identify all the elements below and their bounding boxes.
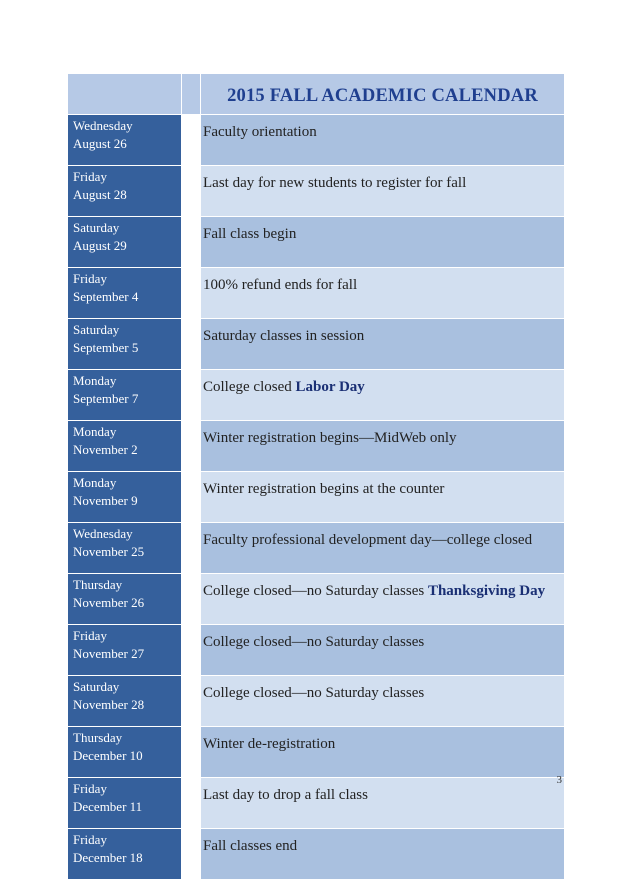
- event-text: College closed: [203, 379, 292, 395]
- calendar-row: [68, 676, 565, 727]
- header-blank-cell: [68, 74, 182, 115]
- calendar-row: [68, 370, 565, 421]
- date-label: August 28: [73, 187, 127, 202]
- event-cell: [201, 319, 565, 370]
- weekday-label: Monday: [73, 424, 117, 439]
- date-cell: [68, 676, 182, 727]
- date-cell: [68, 778, 182, 829]
- event-cell: [201, 625, 565, 676]
- calendar-row: [68, 625, 565, 676]
- event-text: Saturday classes in session: [203, 328, 365, 344]
- date-label: November 9: [73, 493, 138, 508]
- calendar-row: [68, 115, 565, 166]
- gap-cell: [182, 676, 201, 727]
- header-gap-cell: [182, 74, 201, 115]
- event-text: College closed—no Saturday classes: [203, 634, 425, 650]
- date-label: August 26: [73, 136, 127, 151]
- gap-cell: [182, 217, 201, 268]
- weekday-label: Saturday: [73, 679, 120, 694]
- calendar-title: 2015 FALL ACADEMIC CALENDAR: [201, 74, 565, 115]
- calendar-body: [68, 74, 565, 880]
- event-cell: [201, 523, 565, 574]
- date-cell: [68, 166, 182, 217]
- event-text: Last day to drop a fall class: [203, 787, 368, 803]
- event-text: College closed—no Saturday classes: [203, 583, 425, 599]
- weekday-label: Friday: [73, 628, 107, 643]
- event-cell: [201, 166, 565, 217]
- calendar-header-row: [68, 74, 565, 115]
- calendar-row: [68, 574, 565, 625]
- weekday-label: Friday: [73, 781, 107, 796]
- weekday-label: Monday: [73, 475, 117, 490]
- weekday-label: Friday: [73, 271, 107, 286]
- calendar-row: [68, 421, 565, 472]
- date-cell: [68, 421, 182, 472]
- date-label: September 7: [73, 391, 139, 406]
- weekday-label: Wednesday: [73, 118, 133, 133]
- weekday-label: Thursday: [73, 577, 123, 592]
- event-highlight: Thanksgiving Day: [427, 583, 546, 599]
- event-text: Winter registration begins at the counter: [203, 481, 445, 497]
- date-label: December 11: [73, 799, 143, 814]
- event-cell: [201, 574, 565, 625]
- calendar-row: [68, 778, 565, 829]
- event-cell: [201, 370, 565, 421]
- event-text: 100% refund ends for fall: [203, 277, 358, 293]
- date-label: August 29: [73, 238, 127, 253]
- event-cell: [201, 778, 565, 829]
- date-cell: [68, 727, 182, 778]
- gap-cell: [182, 115, 201, 166]
- calendar-row: [68, 217, 565, 268]
- weekday-label: Friday: [73, 169, 107, 184]
- event-cell: [201, 727, 565, 778]
- weekday-label: Wednesday: [73, 526, 133, 541]
- calendar-row: [68, 829, 565, 880]
- date-cell: [68, 523, 182, 574]
- date-cell: [68, 829, 182, 880]
- gap-cell: [182, 166, 201, 217]
- weekday-label: Friday: [73, 832, 107, 847]
- event-cell: [201, 676, 565, 727]
- date-cell: [68, 370, 182, 421]
- event-highlight: Labor Day: [295, 379, 365, 395]
- gap-cell: [182, 574, 201, 625]
- date-label: December 10: [73, 748, 143, 763]
- gap-cell: [182, 370, 201, 421]
- weekday-label: Saturday: [73, 322, 120, 337]
- calendar-row: [68, 523, 565, 574]
- gap-cell: [182, 727, 201, 778]
- date-label: September 4: [73, 289, 139, 304]
- event-text: Faculty professional development day—college closed: [203, 532, 533, 548]
- weekday-label: Saturday: [73, 220, 120, 235]
- event-text: Last day for new students to register for fall: [203, 175, 467, 191]
- date-label: November 25: [73, 544, 145, 559]
- gap-cell: [182, 268, 201, 319]
- event-cell: [201, 217, 565, 268]
- event-cell: [201, 268, 565, 319]
- page-number: 3: [556, 774, 562, 786]
- date-cell: [68, 319, 182, 370]
- date-cell: [68, 217, 182, 268]
- weekday-label: Monday: [73, 373, 117, 388]
- academic-calendar-table: [67, 73, 565, 880]
- event-text: Fall classes end: [203, 838, 298, 854]
- calendar-row: [68, 166, 565, 217]
- weekday-label: Thursday: [73, 730, 123, 745]
- gap-cell: [182, 778, 201, 829]
- date-label: November 2: [73, 442, 138, 457]
- date-cell: [68, 115, 182, 166]
- date-cell: [68, 472, 182, 523]
- event-cell: [201, 115, 565, 166]
- event-text: College closed—no Saturday classes: [203, 685, 425, 701]
- gap-cell: [182, 472, 201, 523]
- event-text: Faculty orientation: [203, 124, 317, 140]
- gap-cell: [182, 625, 201, 676]
- event-text: Winter registration begins—MidWeb only: [203, 430, 457, 446]
- date-label: December 18: [73, 850, 143, 865]
- event-text: Fall class begin: [203, 226, 297, 242]
- calendar-row: [68, 472, 565, 523]
- date-label: November 26: [73, 595, 145, 610]
- gap-cell: [182, 829, 201, 880]
- date-cell: [68, 574, 182, 625]
- event-cell: [201, 829, 565, 880]
- date-cell: [68, 268, 182, 319]
- event-cell: [201, 421, 565, 472]
- date-cell: [68, 625, 182, 676]
- gap-cell: [182, 523, 201, 574]
- calendar-row: [68, 319, 565, 370]
- date-label: November 27: [73, 646, 145, 661]
- event-text: Winter de-registration: [203, 736, 336, 752]
- event-cell: [201, 472, 565, 523]
- calendar-row: [68, 268, 565, 319]
- date-label: September 5: [73, 340, 139, 355]
- gap-cell: [182, 319, 201, 370]
- gap-cell: [182, 421, 201, 472]
- date-label: November 28: [73, 697, 145, 712]
- calendar-row: [68, 727, 565, 778]
